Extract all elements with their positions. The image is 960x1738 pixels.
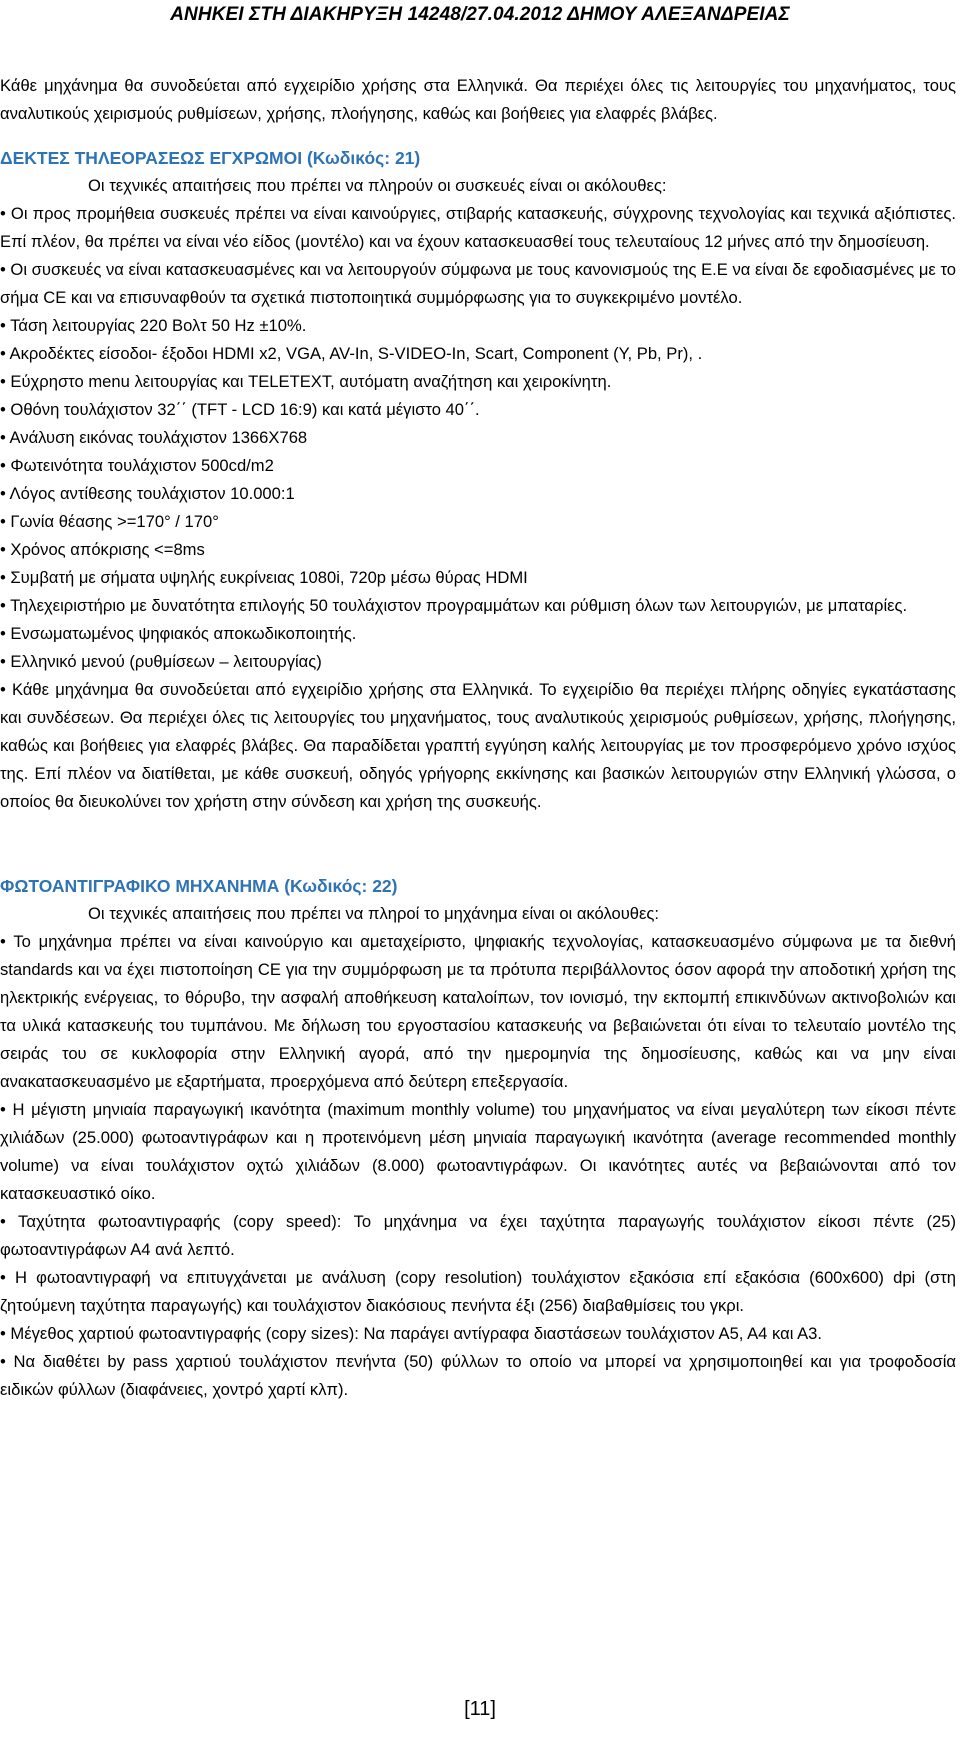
list-item: • Φωτεινότητα τουλάχιστον 500cd/m2 (0, 456, 274, 475)
list-item: • Τηλεχειριστήριο με δυνατότητα επιλογής 50 τουλάχιστον προγραμμάτων και ρύθμιση όλων των λειτουργιών, με μπαταρίες. (0, 596, 908, 615)
list-item: • Ανάλυση εικόνας τουλάχιστον 1366Χ768 (0, 428, 308, 447)
section-intro: Οι τεχνικές απαιτήσεις που πρέπει να πληροί το μηχάνημα είναι οι ακόλουθες: (88, 904, 660, 923)
list-item: • Τάση λειτουργίας 220 Βολτ 50 Hz ±10%. (0, 316, 307, 335)
section-title: ΔΕΚΤΕΣ ΤΗΛΕΟΡΑΣΕΩΣ ΕΓΧΡΩΜΟΙ (Κωδικός: 21) (0, 148, 421, 168)
section-title: ΦΩΤΟΑΝΤΙΓΡΑΦΙΚΟ ΜΗΧΑΝΗΜΑ (Κωδικός: 22) (0, 876, 398, 896)
list-item: • Μέγεθος χαρτιού φωτοαντιγραφής (copy sizes): Να παράγει αντίγραφα διαστάσεων τουλάχιστον Α5, Α4 και Α3. (0, 1324, 822, 1343)
list-item: • Εύχρηστο menu λειτουργίας και TELETEXT, αυτόματη αναζήτηση και χειροκίνητη. (0, 372, 612, 391)
list-item: • Ενσωματωμένος ψηφιακός αποκωδικοποιητής. (0, 624, 357, 643)
list-item: • Το μηχάνημα πρέπει να είναι καινούργιο και αμεταχείριστο, ψηφιακής τεχνολογίας, κατασκευασμένο σύμφωνα με τα διεθνή standards και να έχει πιστοποίηση CE για την συμμόρφωση με τα πρότυπα περιβάλλοντος όσον αφορά την αποδοτική χρήση της ηλεκτρικής ενέργειας, το θόρυβο, την ασφαλή αποθήκευση καταλοίπων, τον ιονισμό, την εκπομπή επικινδύνων ακτινοβολιών και τα υλικά κατασκευής του τυμπάνου. Με δήλωση του εργοστασίου κατασκευής να βεβαιώνεται ότι είναι το τελευταίο μοντέλο της σειράς του σε κυκλοφορία στην Ελληνική αγορά, από την ημερομηνία της δημοσίευσης, καθώς και να μην είναι ανακατασκευασμένο με εξαρτήματα, προερχόμενα από δεύτερη επεξεργασία. (0, 932, 956, 1091)
section-intro: Οι τεχνικές απαιτήσεις που πρέπει να πληρούν οι συσκευές είναι οι ακόλουθες: (88, 176, 667, 195)
list-item: • Χρόνος απόκρισης <=8ms (0, 540, 205, 559)
list-item: • Λόγος αντίθεσης τουλάχιστον 10.000:1 (0, 484, 295, 503)
list-item: • Να διαθέτει by pass χαρτιού τουλάχιστον πενήντα (50) φύλλων το οποίο να μπορεί να χρησιμοποιηθεί και για τροφοδοσία ειδικών φύλλων (διαφάνειες, χοντρό χαρτί κλπ). (0, 1352, 956, 1399)
list-item: • Ελληνικό μενού (ρυθμίσεων – λειτουργίας) (0, 652, 322, 671)
list-item: • Κάθε μηχάνημα θα συνοδεύεται από εγχειρίδιο χρήσης στα Ελληνικά. Το εγχειρίδιο θα περιέχει πλήρης οδηγίες εγκατάστασης και συνδέσεων. Θα περιέχει όλες τις λειτουργίες του μηχανήματος, τους αναλυτικούς χειρισμούς ρυθμίσεων, χρήσης, πλοήγησης, καθώς και βοήθειες για ελαφρές βλάβες. Θα παραδίδεται γραπτή εγγύηση καλής λειτουργίας με τον προσφερόμενο χρόνο ισχύος της. Επί πλέον να διατίθεται, με κάθε συσκευή, οδηγός γρήγορης εκκίνησης και βασικών λειτουργιών στην Ελληνική γλώσσα, ο οποίος θα διευκολύνει τον χρήστη στην σύνδεση και χρήση της συσκευής. (0, 680, 956, 811)
spacer (0, 816, 956, 872)
list-item: • Ταχύτητα φωτοαντιγραφής (copy speed): Το μηχάνημα να έχει ταχύτητα παραγωγής τουλάχιστον είκοσι πέντε (25) φωτοαντιγράφων Α4 ανά λεπτό. (0, 1212, 956, 1259)
page-header: ΑΝΗΚΕΙ ΣΤΗ ΔΙΑΚΗΡΥΞΗ 14248/27.04.2012 ΔΗΜΟΥ ΑΛΕΞΑΝΔΡΕΙΑΣ (170, 4, 790, 25)
section-photocopier (0, 872, 956, 1404)
page-number: [11] (464, 1698, 496, 1720)
list-item: • Η μέγιστη μηνιαία παραγωγική ικανότητα (maximum monthly volume) του μηχανήματος να είναι μεγαλύτερη των είκοσι πέντε χιλιάδων (25.000) φωτοαντιγράφων και η προτεινόμενη μέση μηνιαία παραγωγική ικανότητα (average recommended monthly volume) να είναι τουλάχιστον οχτώ χιλιάδων (8.000) φωτοαντιγράφων. Οι ικανότητες αυτές να βεβαιώνονται από τον κατασκευαστικό οίκο. (0, 1100, 956, 1203)
list-item: • Οι προς προμήθεια συσκευές πρέπει να είναι καινούργιες, στιβαρής κατασκευής, σύγχρονης τεχνολογίας και τεχνικά αξιόπιστες. Επί πλέον, θα πρέπει να είναι νέο είδος (μοντέλο) και να έχουν κατασκευασθεί τους τελευταίους 12 μήνες από την δημοσίευση. (0, 204, 956, 251)
list-item: • Ακροδέκτες είσοδοι- έξοδοι HDMI x2, VGA, AV-In, S-VIDEO-In, Scart, Component (Y, Pb, Pr), . (0, 344, 703, 363)
list-item: • Οθόνη τουλάχιστον 32΄΄ (TFT - LCD 16:9) και κατά μέγιστο 40΄΄. (0, 400, 480, 419)
list-item: • Συμβατή με σήματα υψηλής ευκρίνειας 1080i, 720p μέσω θύρας HDMI (0, 568, 528, 587)
opening-paragraph: Κάθε μηχάνημα θα συνοδεύεται από εγχειρίδιο χρήσης στα Ελληνικά. Θα περιέχει όλες τις λειτουργίες του μηχανήματος, τους αναλυτικούς χειρισμούς ρυθμίσεων, χρήσης, πλοήγησης, καθώς και βοήθειες για ελαφρές βλάβες. (0, 76, 956, 123)
spacer (0, 128, 956, 144)
document-body (0, 72, 956, 1404)
list-item: • Οι συσκευές να είναι κατασκευασμένες και να λειτουργούν σύμφωνα με τους κανονισμούς της Ε.Ε να είναι δε εφοδιασμένες με το σήμα CE και να επισυναφθούν τα σχετικά πιστοποιητικά συμμόρφωσης για το συγκεκριμένο μοντέλο. (0, 260, 956, 307)
section-tv-receivers (0, 144, 956, 816)
list-item: • Γωνία θέασης >=170° / 170° (0, 512, 219, 531)
list-item: • Η φωτοαντιγραφή να επιτυγχάνεται με ανάλυση (copy resolution) τουλάχιστον εξακόσια επί εξακόσια (600x600) dpi (στη ζητούμενη ταχύτητα παραγωγής) και τουλάχιστον διακόσιους πενήντα έξι (256) διαβαθμίσεις του γκρι. (0, 1268, 956, 1315)
